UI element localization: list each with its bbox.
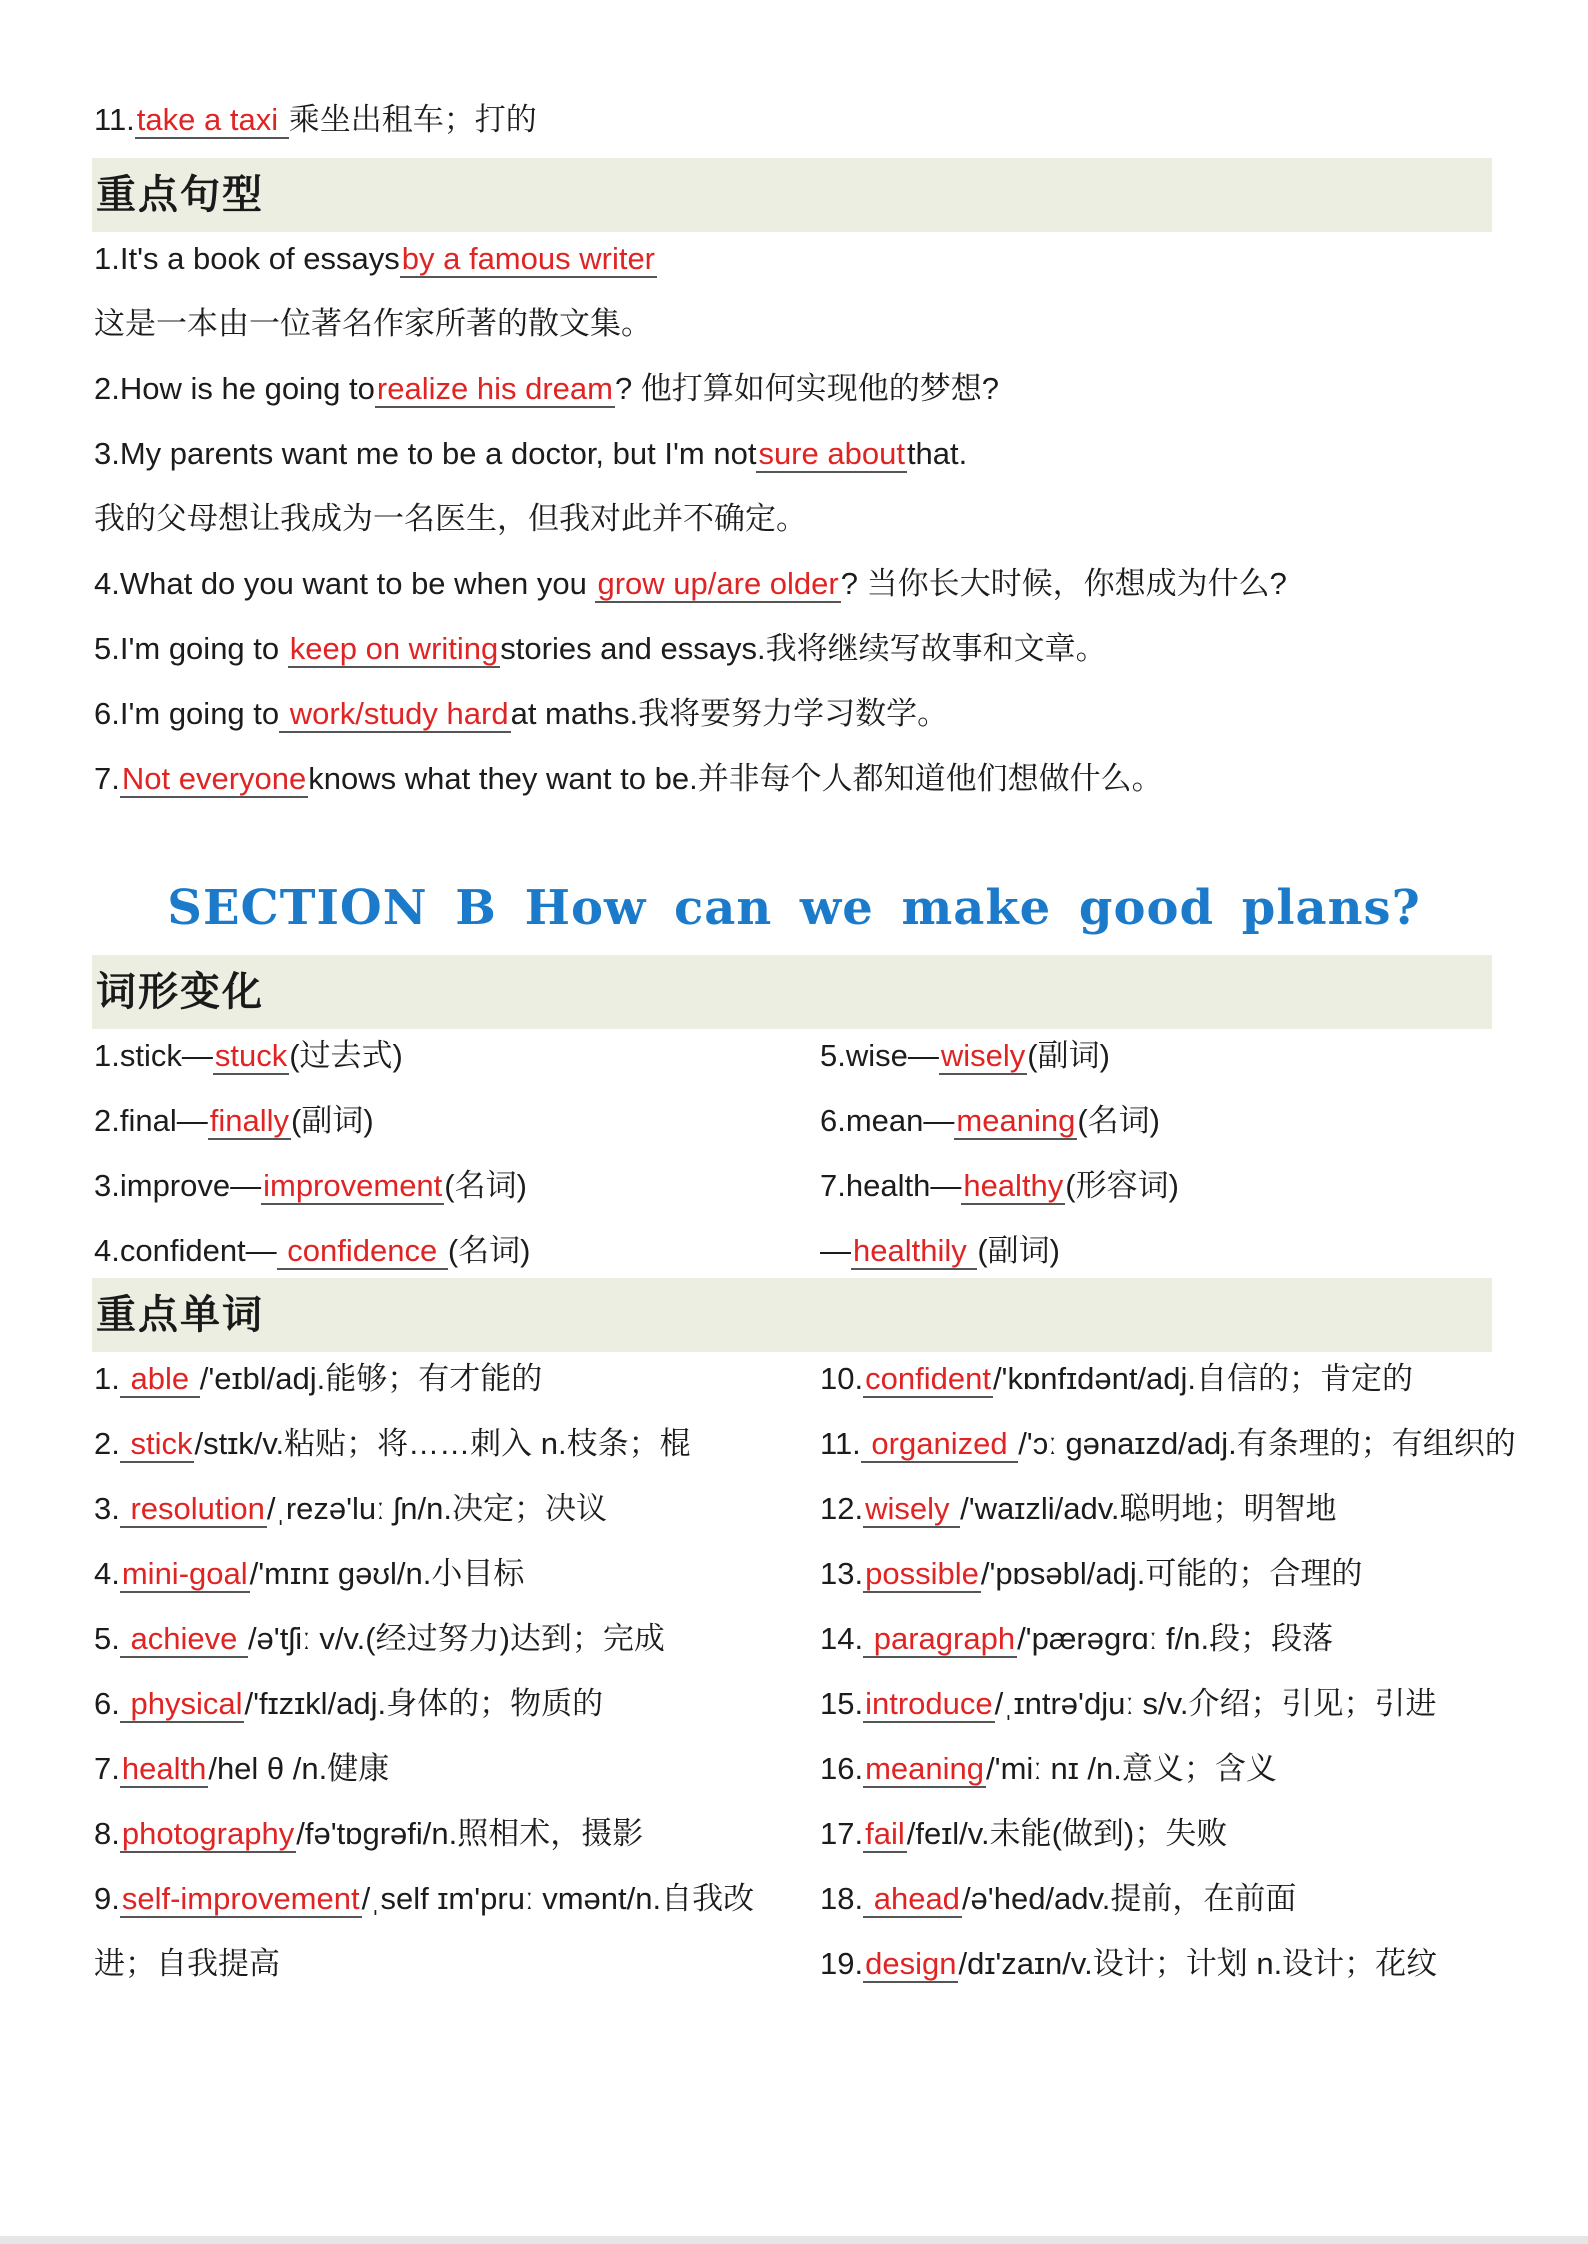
answer-blank: work/study hard: [281, 696, 509, 731]
line-text: —: [820, 1233, 851, 1268]
answer-blank: achieve: [121, 1621, 246, 1656]
answer-blank: able: [121, 1361, 198, 1396]
sentence-line: [94, 367, 999, 411]
line-text-after: /ˌself ɪm'pruː vmənt/n.自我改: [361, 1881, 755, 1916]
answer-blank: meaning: [956, 1103, 1076, 1138]
line-text-after: ? 当你长大时候，你想成为什么?: [840, 566, 1287, 601]
line-text: 我的父母想让我成为一名医生，但我对此并不确定。: [94, 501, 807, 536]
line-text: 2.: [94, 1426, 120, 1461]
vocab-line: [94, 1552, 524, 1596]
line-text: 5.wise—: [820, 1038, 939, 1073]
answer-blank: mini-goal: [121, 1556, 248, 1591]
line-text: 7.: [94, 1751, 120, 1786]
wordform-line: [94, 1099, 374, 1143]
wordform-line: [820, 1034, 1110, 1078]
line-text: 11.: [820, 1426, 861, 1461]
line-text: 6.mean—: [820, 1103, 955, 1138]
line-text: 17.: [820, 1816, 864, 1851]
section-heading-wordforms: 词形变化: [96, 968, 264, 1015]
answer-blank: healthy: [963, 1168, 1064, 1203]
line-text: 4.What do you want to be when you: [94, 566, 596, 601]
line-text-after: /stɪk/v.粘贴；将……刺入 n.枝条；棍: [194, 1426, 691, 1461]
line-text-after: /'ɔː gənaɪzd/adj.有条理的；有组织的: [1018, 1426, 1516, 1461]
line-text-after: /'waɪzli/adv.聪明地；明智地: [960, 1491, 1337, 1526]
line-text-after: knows what they want to be.并非每个人都知道他们想做什么。: [308, 761, 1163, 796]
line-text-after: /'eɪbl/adj.能够；有才能的: [199, 1361, 543, 1396]
section-band-vocab: [92, 1278, 1492, 1352]
answer-blank: healthily: [853, 1233, 976, 1268]
line-text-after: /'pɒsəbl/adj.可能的；合理的: [980, 1556, 1363, 1591]
vocab-line: [820, 1682, 1436, 1726]
answer-blank: grow up/are older: [597, 566, 839, 601]
wordform-line: [94, 1229, 531, 1273]
translation: 乘坐出租车；打的: [288, 102, 537, 137]
line-text: 15.: [820, 1686, 864, 1721]
line-text-after: (名词): [444, 1168, 527, 1203]
answer-blank: take a taxi: [136, 102, 287, 137]
line-text-after: /dɪ'zaɪn/v.设计；计划 n.设计；花纹: [958, 1946, 1438, 1981]
vocab-line: [820, 1942, 1437, 1986]
vocab-line: [94, 1877, 754, 1921]
line-text-after: /ˌrezə'luː ʃn/n.决定；决议: [266, 1491, 607, 1526]
answer-blank: wisely: [940, 1038, 1026, 1073]
vocab-line: [820, 1747, 1277, 1791]
line-text-after: ? 他打算如何实现他的梦想?: [614, 371, 1000, 406]
line-text: 2.How is he going to: [94, 371, 375, 406]
answer-blank: improvement: [263, 1168, 443, 1203]
line-text: 5.: [94, 1621, 120, 1656]
answer-blank: resolution: [121, 1491, 265, 1526]
sentence-line: [94, 562, 1287, 606]
vocab-line: [820, 1552, 1362, 1596]
vocab-line: [94, 1812, 643, 1856]
line-text: 14.: [820, 1621, 864, 1656]
line-text-after: /feɪl/v.未能(做到)；失败: [906, 1816, 1228, 1851]
line-text: 进；自我提高: [94, 1946, 280, 1981]
answer-blank: keep on writing: [289, 631, 499, 666]
bottom-edge: [0, 2236, 1588, 2244]
line-text-after: /hel θ /n.健康: [208, 1751, 390, 1786]
answer-blank: sure about: [758, 436, 905, 471]
answer-blank: confident: [865, 1361, 991, 1396]
line-text-after: (副词): [1027, 1038, 1110, 1073]
vocab-line: [94, 1422, 691, 1466]
section-title: SECTION B How can we make good plans?: [167, 880, 1421, 936]
vocab-line: [94, 1942, 280, 1986]
line-text: 13.: [820, 1556, 864, 1591]
line-text: 18.: [820, 1881, 864, 1916]
answer-blank: stick: [121, 1426, 193, 1461]
line-text-after: /'miː nɪ /n.意义；含义: [986, 1751, 1277, 1786]
line-text-after: (副词): [291, 1103, 374, 1138]
line-text-after: /'fɪzɪkl/adj.身体的；物质的: [244, 1686, 604, 1721]
sentence-line: [94, 237, 657, 281]
sentence-line: [94, 432, 967, 476]
wordform-line: [94, 1034, 403, 1078]
wordform-line: [820, 1164, 1179, 1208]
line-text: 6.: [94, 1686, 120, 1721]
line-text: 8.: [94, 1816, 120, 1851]
answer-blank: photography: [121, 1816, 295, 1851]
line-text-after: stories and essays.我将继续写故事和文章。: [500, 631, 1107, 666]
line-text: 4.: [94, 1556, 120, 1591]
line-text-after: /ˌɪntrə'djuː s/v.介绍；引见；引进: [994, 1686, 1437, 1721]
answer-blank: stuck: [214, 1038, 288, 1073]
wordform-line: [94, 1164, 527, 1208]
vocab-line: [820, 1617, 1333, 1661]
line-text: 2.final—: [94, 1103, 208, 1138]
answer-blank: organized: [862, 1426, 1017, 1461]
answer-blank: finally: [209, 1103, 289, 1138]
vocab-line: [820, 1357, 1413, 1401]
answer-blank: fail: [865, 1816, 905, 1851]
answer-blank: design: [865, 1946, 957, 1981]
wordform-line: [820, 1229, 1060, 1273]
answer-blank: self-improvement: [121, 1881, 360, 1916]
sentence-line: [94, 627, 1107, 671]
line-text-after: that.: [906, 436, 968, 471]
line-text-after: (副词): [977, 1233, 1061, 1268]
vocab-line: [820, 1877, 1296, 1921]
line-text: 19.: [820, 1946, 864, 1981]
sentence-line: [94, 757, 1163, 801]
vocab-line: [820, 1422, 1516, 1466]
line-text-after: (名词): [1077, 1103, 1160, 1138]
sentence-line: [94, 692, 948, 736]
answer-blank: Not everyone: [121, 761, 307, 796]
section-band-wordforms: [92, 955, 1492, 1029]
line-text-after: at maths.我将要努力学习数学。: [510, 696, 949, 731]
section-band-sentences: [92, 158, 1492, 232]
line-text-after: (过去式): [289, 1038, 403, 1073]
answer-blank: meaning: [865, 1751, 985, 1786]
line-text-after: (形容词): [1065, 1168, 1179, 1203]
answer-blank: wisely: [865, 1491, 959, 1526]
line-text: 9.: [94, 1881, 120, 1916]
answer-blank: health: [121, 1751, 207, 1786]
line-text: 1.stick—: [94, 1038, 213, 1073]
item-number: 11.: [94, 102, 135, 137]
line-text: 7.health—: [820, 1168, 962, 1203]
line-text: 16.: [820, 1751, 864, 1786]
line-text-after: /'pærəgrɑː f/n.段；段落: [1017, 1621, 1334, 1656]
line-text: 1.It's a book of essays: [94, 241, 400, 276]
line-text-after: /'kɒnfɪdənt/adj.自信的；肯定的: [992, 1361, 1414, 1396]
line-text: 6.I'm going to: [94, 696, 280, 731]
vocab-line: [94, 1747, 389, 1791]
answer-blank: confidence: [278, 1233, 446, 1268]
line-text-after: /'mɪnɪ gəʊl/n.小目标: [249, 1556, 525, 1591]
vocab-line: [820, 1487, 1337, 1531]
line-text: 1.: [94, 1361, 120, 1396]
section-heading-sentences: 重点句型: [96, 171, 264, 218]
vocab-line: [94, 1682, 603, 1726]
line-text-after: /ə'hed/adv.提前，在前面: [961, 1881, 1297, 1916]
line-text: 12.: [820, 1491, 864, 1526]
vocab-line: [820, 1812, 1227, 1856]
vocab-line: [94, 1357, 542, 1401]
answer-blank: realize his dream: [376, 371, 613, 406]
line-text-after: /fə'tɒgrəfi/n.照相术，摄影: [296, 1816, 644, 1851]
answer-blank: introduce: [865, 1686, 993, 1721]
line-text-after: /ə'tʃiː v/v.(经过努力)达到；完成: [247, 1621, 665, 1656]
line-text: 7.: [94, 761, 120, 796]
answer-blank: ahead: [865, 1881, 960, 1916]
line-text: 4.confident—: [94, 1233, 277, 1268]
line-text: 10.: [820, 1361, 864, 1396]
line-text: 3.improve—: [94, 1168, 262, 1203]
line-text: 3.My parents want me to be a doctor, but I'm not: [94, 436, 757, 471]
vocab-line: [94, 1487, 607, 1531]
wordform-line: [820, 1099, 1160, 1143]
sentence-line: [94, 302, 652, 346]
line-text: 这是一本由一位著名作家所著的散文集。: [94, 306, 652, 341]
vocab-line: [94, 1617, 665, 1661]
answer-blank: possible: [865, 1556, 979, 1591]
line-text-after: (名词): [447, 1233, 531, 1268]
answer-blank: physical: [121, 1686, 243, 1721]
line-text: 5.I'm going to: [94, 631, 288, 666]
intro-line: [94, 98, 537, 142]
sentence-line: [94, 497, 807, 541]
answer-blank: paragraph: [865, 1621, 1016, 1656]
answer-blank: by a famous writer: [401, 241, 656, 276]
line-text: 3.: [94, 1491, 120, 1526]
section-heading-vocab: 重点单词: [96, 1291, 264, 1338]
